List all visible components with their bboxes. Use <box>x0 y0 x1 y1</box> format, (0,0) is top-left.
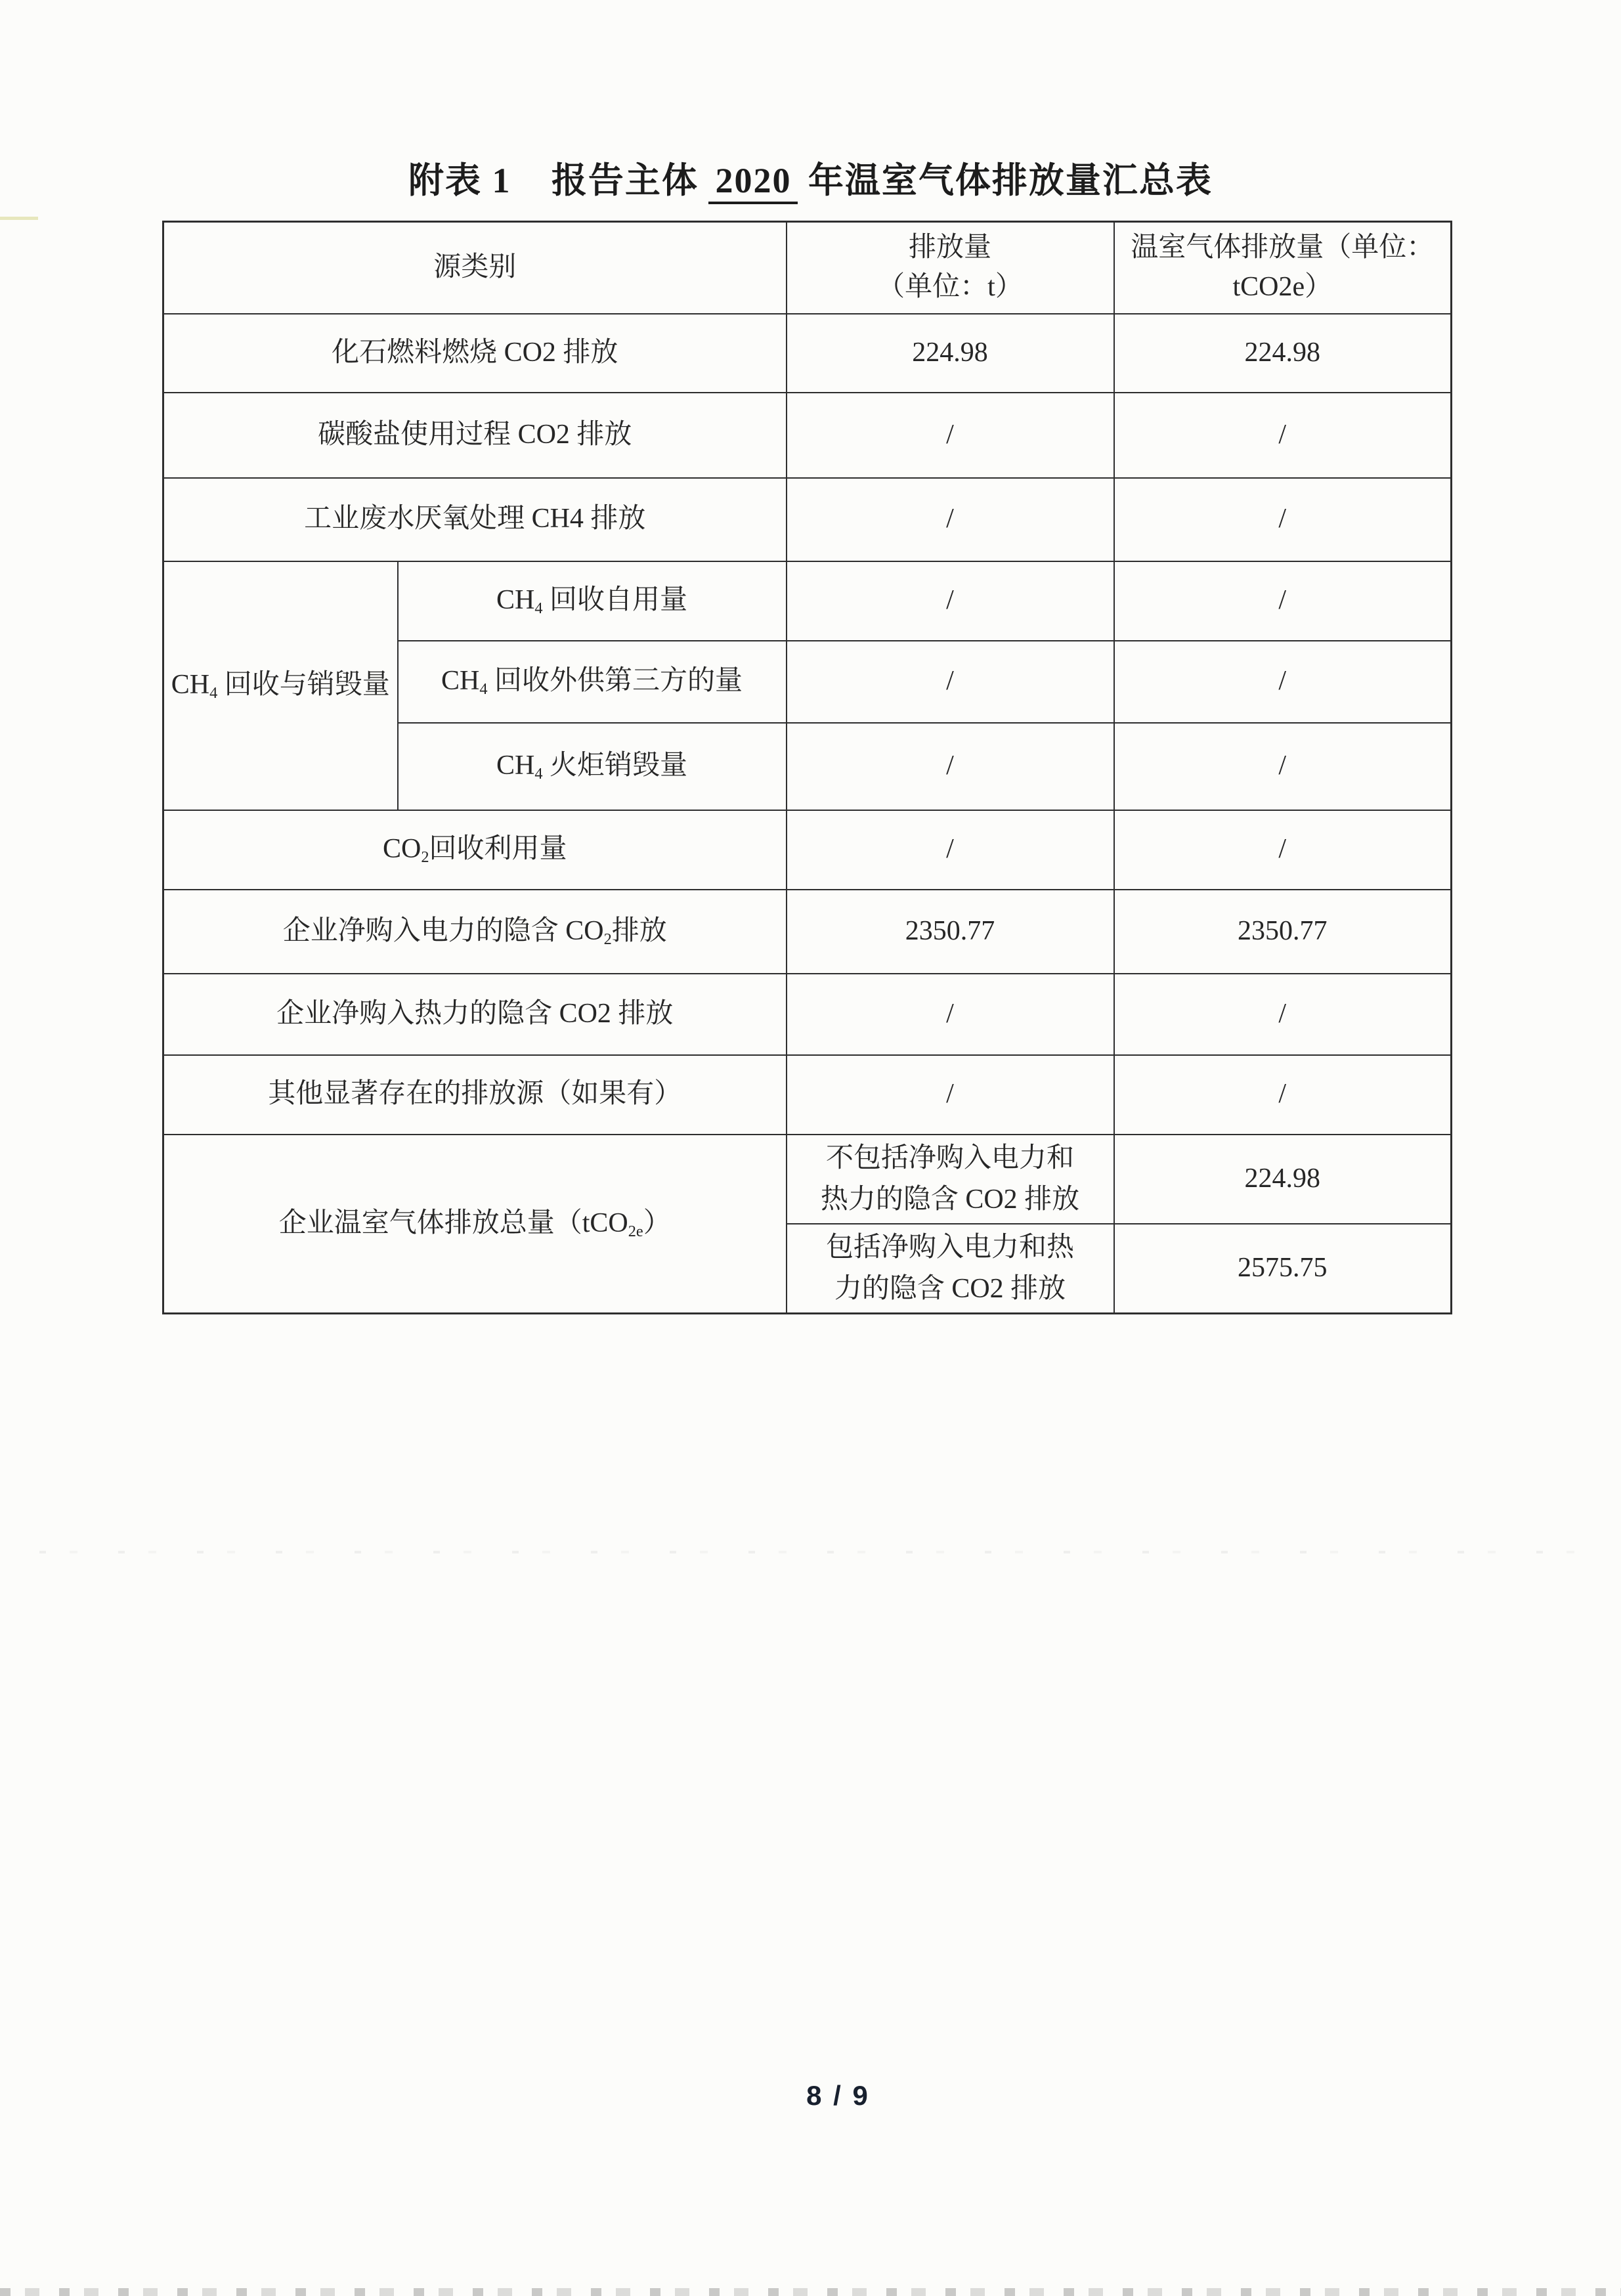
total-label-subscript: 2e <box>628 1222 643 1240</box>
ghg-value-ch4-self-use: / <box>1114 561 1452 641</box>
header-emission <box>787 222 1114 314</box>
scan-artifact-yellow-line <box>0 217 38 220</box>
total-desc-including <box>787 1224 1114 1314</box>
ghg-summary-table <box>162 221 1452 1314</box>
header-ghg-line1: 温室气体排放量（单位： <box>1131 232 1435 263</box>
row-label-wastewater: 工业废水厌氧处理 CH4 排放 <box>163 478 787 561</box>
title-table-label: 附表 1 <box>408 161 511 200</box>
ch4-row-rest: 回收自用量 <box>542 585 688 616</box>
emission-value-ch4-third-party: / <box>787 641 1114 723</box>
row-label-ch4-self-use <box>398 561 787 641</box>
electricity-label-before: 企业净购入电力的隐含 CO <box>282 915 604 946</box>
page-footer <box>28 2080 1621 2112</box>
total-desc-excluding-line2: 热力的隐含 CO2 排放 <box>820 1184 1080 1215</box>
total-label-before: 企业温室气体排放总量（tCO <box>278 1207 628 1238</box>
emission-value-co2-recovery: / <box>787 810 1114 890</box>
electricity-label-subscript: 2 <box>603 930 612 948</box>
ch4-row-main: CH <box>496 750 535 781</box>
row-label-electricity <box>163 890 787 974</box>
emission-value-ch4-self-use: / <box>787 561 1114 641</box>
table-row-ch4-self-use <box>163 561 1452 641</box>
page-title <box>0 152 1621 203</box>
table-header-row <box>163 222 1452 314</box>
row-label-other-sources: 其他显著存在的排放源（如果有） <box>163 1055 787 1135</box>
ch4-label-subscript: 4 <box>209 684 218 703</box>
ch4-row-subscript: 4 <box>534 599 543 617</box>
table-row-fossil-fuel <box>163 314 1452 393</box>
title-text-after: 年温室气体排放量汇总表 <box>808 161 1213 200</box>
total-value-including: 2575.75 <box>1114 1224 1452 1314</box>
co2-row-main: CO <box>382 834 421 865</box>
table-row-electricity <box>163 890 1452 974</box>
co2-row-rest: 回收利用量 <box>429 834 567 865</box>
title-year-underlined: 2020 <box>708 161 798 204</box>
ch4-label-rest: 回收与销 <box>217 670 335 701</box>
row-label-carbonate: 碳酸盐使用过程 CO2 排放 <box>163 393 787 478</box>
ch4-row-main: CH <box>441 666 480 697</box>
ch4-row-rest: 火炬销毁量 <box>542 750 688 781</box>
ch4-label-line2: 毁量 <box>334 670 390 701</box>
ch4-row-main: CH <box>496 585 535 616</box>
ghg-value-wastewater: / <box>1114 478 1452 561</box>
row-label-ch4-third-party <box>398 641 787 723</box>
total-desc-excluding <box>787 1135 1114 1224</box>
scan-artifact-noise-streak <box>39 1551 1576 1553</box>
emission-value-wastewater: / <box>787 478 1114 561</box>
ghg-value-ch4-flare: / <box>1114 723 1452 810</box>
ghg-value-electricity: 2350.77 <box>1114 890 1452 974</box>
row-label-co2-recovery <box>163 810 787 890</box>
table-row-wastewater <box>163 478 1452 561</box>
table-row-carbonate <box>163 393 1452 478</box>
total-desc-excluding-line1: 不包括净购入电力和 <box>826 1142 1075 1173</box>
ch4-row-subscript: 4 <box>479 680 488 698</box>
emission-value-fossil-fuel: 224.98 <box>787 314 1114 393</box>
total-value-excluding: 224.98 <box>1114 1135 1452 1224</box>
table-row-heat <box>163 974 1452 1055</box>
ch4-row-rest: 回收外供第三方的量 <box>487 666 743 697</box>
total-desc-including-line2: 力的隐含 CO2 排放 <box>834 1273 1066 1304</box>
row-group-label-ch4-recovery <box>163 561 398 810</box>
header-ghg-line2: tCO2e） <box>1232 271 1333 302</box>
ghg-value-heat: / <box>1114 974 1452 1055</box>
row-label-ch4-flare <box>398 723 787 810</box>
header-source-category: 源类别 <box>163 222 787 314</box>
table-row-other-sources <box>163 1055 1452 1135</box>
table-row-co2-recovery <box>163 810 1452 890</box>
ghg-value-carbonate: / <box>1114 393 1452 478</box>
page-number: 8 / 9 <box>806 2080 870 2111</box>
header-emission-line1: 排放量 <box>909 232 992 263</box>
emission-value-ch4-flare: / <box>787 723 1114 810</box>
table-row-total-excluding <box>163 1135 1452 1224</box>
emission-value-carbonate: / <box>787 393 1114 478</box>
emission-value-heat: / <box>787 974 1114 1055</box>
ghg-value-co2-recovery: / <box>1114 810 1452 890</box>
header-emission-line2: （单位：t） <box>877 271 1023 302</box>
header-ghg <box>1114 222 1452 314</box>
emission-value-electricity: 2350.77 <box>787 890 1114 974</box>
ghg-value-other-sources: / <box>1114 1055 1452 1135</box>
ghg-value-ch4-third-party: / <box>1114 641 1452 723</box>
total-desc-including-line1: 包括净购入电力和热 <box>826 1232 1075 1263</box>
title-text-before: 报告主体 <box>551 161 699 200</box>
row-label-fossil-fuel: 化石燃料燃烧 CO2 排放 <box>163 314 787 393</box>
row-label-heat: 企业净购入热力的隐含 CO2 排放 <box>163 974 787 1055</box>
ch4-label-main: CH <box>171 670 210 701</box>
total-label-after: ） <box>643 1207 671 1238</box>
row-group-label-total <box>163 1135 787 1314</box>
ghg-value-fossil-fuel: 224.98 <box>1114 314 1452 393</box>
electricity-label-after: 排放 <box>611 915 667 946</box>
co2-row-subscript: 2 <box>421 848 429 866</box>
ch4-row-subscript: 4 <box>534 765 543 783</box>
emission-value-other-sources: / <box>787 1055 1114 1135</box>
scan-artifact-bottom-band <box>0 2288 1621 2296</box>
